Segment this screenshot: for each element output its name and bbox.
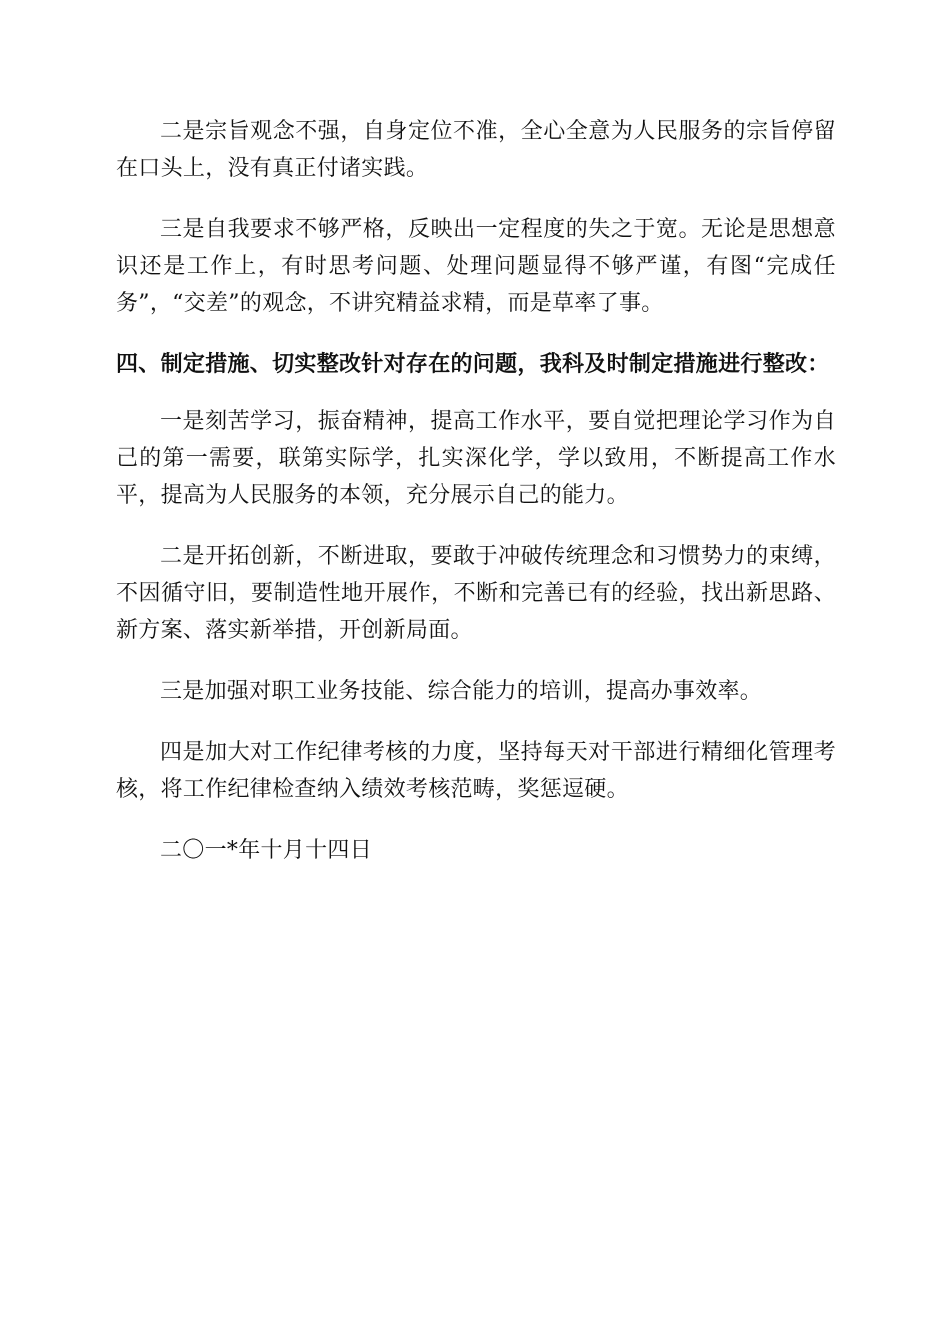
paragraph-purpose-weak: 二是宗旨观念不强，自身定位不准，全心全意为人民服务的宗旨停留在口头上，没有真正付诸实践。 [116,119,836,181]
section-heading-measures: 四、制定措施、切实整改针对存在的问题，我科及时制定措施进行整改： [116,351,830,377]
paragraph-training: 三是加强对职工业务技能、综合能力的培训，提高办事效率。 [160,679,763,704]
document-date: 二〇一*年十月十四日 [160,838,373,863]
paragraph-discipline: 四是加大对工作纪律考核的力度，坚持每天对干部进行精细化管理考核，将工作纪律检查纳入绩效考核范畴，奖惩逗硬。 [116,740,836,802]
paragraph-study: 一是刻苦学习，振奋精神，提高工作水平，要自觉把理论学习作为自己的第一需要，联第实际学，扎实深化学，学以致用，不断提高工作水平，提高为人民服务的本领，充分展示自己的能力。 [116,409,836,508]
paragraph-innovation: 二是开拓创新，不断进取，要敢于冲破传统理念和习惯势力的束缚，不因循守旧，要制造性地开展作，不断和完善已有的经验，找出新思路、新方案、落实新举措，开创新局面。 [116,544,836,643]
paragraph-self-requirement: 三是自我要求不够严格，反映出一定程度的失之于宽。无论是思想意识还是工作上，有时思考问题、处理问题显得不够严谨，有图“完成任务”，“交差”的观念，不讲究精益求精，而是草率了事。 [116,217,836,316]
document-body [116,113,836,869]
